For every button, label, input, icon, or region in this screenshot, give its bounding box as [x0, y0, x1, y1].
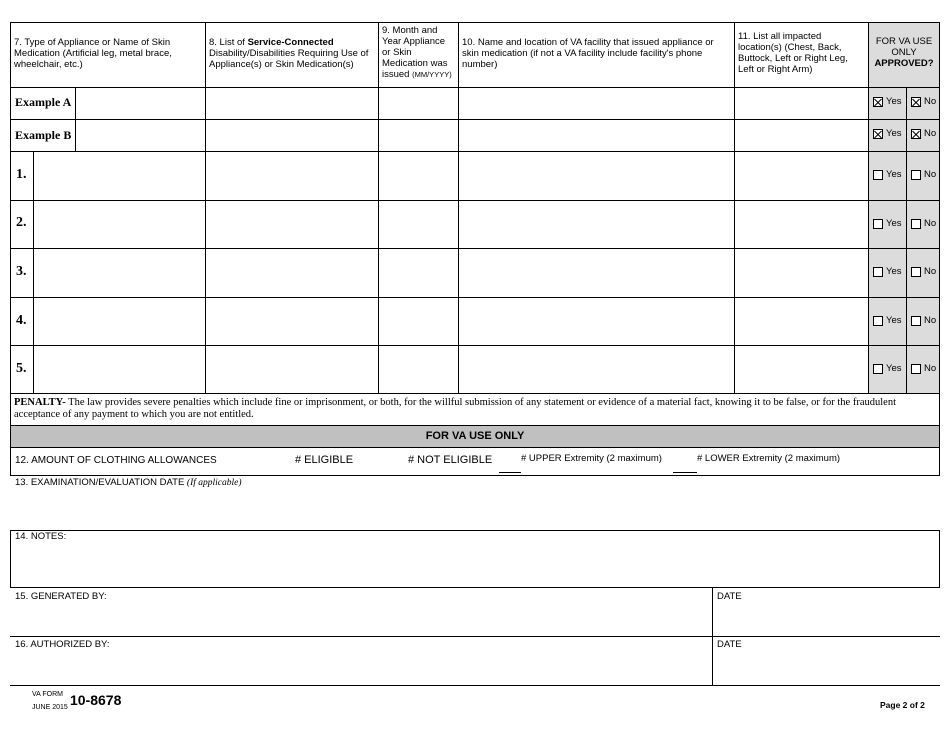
- no-label: No: [924, 128, 937, 139]
- footer-form-number: 10-8678: [70, 692, 122, 708]
- yes-label: Yes: [886, 218, 902, 229]
- notes-input[interactable]: [11, 544, 939, 586]
- field-13-label: [15, 477, 242, 489]
- field-13-note: (If applicable): [186, 478, 242, 488]
- va-use-column-shade: [869, 23, 939, 393]
- footer-va-form: VA FORM: [32, 691, 63, 698]
- row-label-3: 3.: [16, 264, 27, 279]
- va-use-header-line1: FOR VA USE: [875, 36, 933, 47]
- checkbox-yes-row-3[interactable]: [873, 267, 883, 277]
- col9-header-main: 9. Month and Year Appliance or Skin Medication was issued: [382, 25, 448, 80]
- authorized-by-input[interactable]: [11, 652, 711, 684]
- generated-by-input[interactable]: [11, 604, 711, 635]
- row-label-4: 4.: [16, 313, 27, 328]
- row-label-example-a: Example A: [15, 95, 72, 109]
- checkbox-yes-row-2[interactable]: [873, 219, 883, 229]
- checkbox-yes-row-4[interactable]: [873, 316, 883, 326]
- col8-header-prefix: 8. List of: [209, 37, 248, 48]
- no-label: No: [924, 218, 937, 229]
- yes-label: Yes: [886, 315, 902, 326]
- yes-label: Yes: [886, 266, 902, 277]
- yes-label: Yes: [886, 96, 902, 107]
- generated-date-input[interactable]: [713, 604, 939, 635]
- va-use-banner: FOR VA USE ONLY: [11, 426, 939, 447]
- footer-date: JUNE 2015: [32, 704, 68, 711]
- field-12-upper-blank[interactable]: [499, 472, 521, 473]
- field-12-lower: # LOWER Extremity (2 maximum): [697, 453, 841, 464]
- row-label-1: 1.: [16, 167, 27, 182]
- field-12-eligible: # ELIGIBLE: [295, 454, 354, 466]
- checkbox-no-row-1[interactable]: [911, 170, 921, 180]
- va-use-header: [869, 36, 939, 69]
- col9-header: [382, 25, 456, 80]
- no-label: No: [924, 169, 937, 180]
- field-14-label: 14. NOTES:: [15, 531, 67, 542]
- field-13-label-text: 13. EXAMINATION/EVALUATION DATE: [15, 477, 185, 488]
- penalty-statement: [14, 397, 936, 421]
- footer-page: Page 2 of 2: [880, 700, 925, 710]
- checkbox-yes-example-b[interactable]: [873, 129, 883, 139]
- checkbox-no-example-a[interactable]: [911, 97, 921, 107]
- field-15-label: 15. GENERATED BY:: [15, 591, 107, 602]
- field-12-not-eligible: # NOT ELIGIBLE: [408, 454, 493, 466]
- col8-header-bold: Service-Connected: [247, 37, 334, 48]
- field-12-lower-blank[interactable]: [673, 472, 697, 473]
- col8-header-suffix: Disability/Disabilities Requiring Use of Appliance(s) or Skin Medication(s): [209, 48, 369, 70]
- field-12-upper: # UPPER Extremity (2 maximum): [521, 453, 662, 464]
- no-label: No: [924, 266, 937, 277]
- col10-header: 10. Name and location of VA facility that issued appliance or skin medication (if not a VA facility include facility's phone number): [462, 37, 714, 70]
- checkbox-no-row-3[interactable]: [911, 267, 921, 277]
- checkbox-yes-row-1[interactable]: [873, 170, 883, 180]
- field-12-label: 12. AMOUNT OF CLOTHING ALLOWANCES: [15, 455, 217, 466]
- col8-header: [209, 37, 375, 70]
- col11-header: 11. List all impacted location(s) (Chest, Back, Buttock, Left or Right Leg, Left or Right Arm): [738, 31, 848, 75]
- row-label-2: 2.: [16, 215, 27, 230]
- checkbox-no-example-b[interactable]: [911, 129, 921, 139]
- no-label: No: [924, 315, 937, 326]
- va-use-header-line2: ONLY: [891, 47, 917, 58]
- penalty-label: PENALTY-: [14, 397, 66, 408]
- authorized-date-input[interactable]: [713, 652, 939, 684]
- penalty-text: The law provides severe penalties which include fine or imprisonment, or both, for the willful submission of any statement or evidence of a material fact, knowing it to be false, or for the fraudulent acceptance of any payment to which you are not entitled.: [14, 397, 896, 420]
- checkbox-no-row-2[interactable]: [911, 219, 921, 229]
- row-label-example-b: Example B: [15, 128, 72, 142]
- field-16-date-label: DATE: [717, 639, 742, 650]
- yes-label: Yes: [886, 128, 902, 139]
- col9-header-format: (MM/YYYY): [412, 70, 452, 79]
- checkbox-yes-row-5[interactable]: [873, 364, 883, 374]
- no-label: No: [924, 96, 937, 107]
- checkbox-no-row-5[interactable]: [911, 364, 921, 374]
- checkbox-yes-example-a[interactable]: [873, 97, 883, 107]
- field-16-label: 16. AUTHORIZED BY:: [15, 639, 110, 650]
- row-label-5: 5.: [16, 361, 27, 376]
- no-label: No: [924, 363, 937, 374]
- yes-label: Yes: [886, 363, 902, 374]
- field-13-input[interactable]: [11, 490, 939, 528]
- va-use-header-line3: APPROVED?: [874, 58, 934, 69]
- col7-header: 7. Type of Appliance or Name of Skin Medication (Artificial leg, metal brace, wheelchair, etc.): [14, 37, 172, 70]
- checkbox-no-row-4[interactable]: [911, 316, 921, 326]
- field-15-date-label: DATE: [717, 591, 742, 602]
- yes-label: Yes: [886, 169, 902, 180]
